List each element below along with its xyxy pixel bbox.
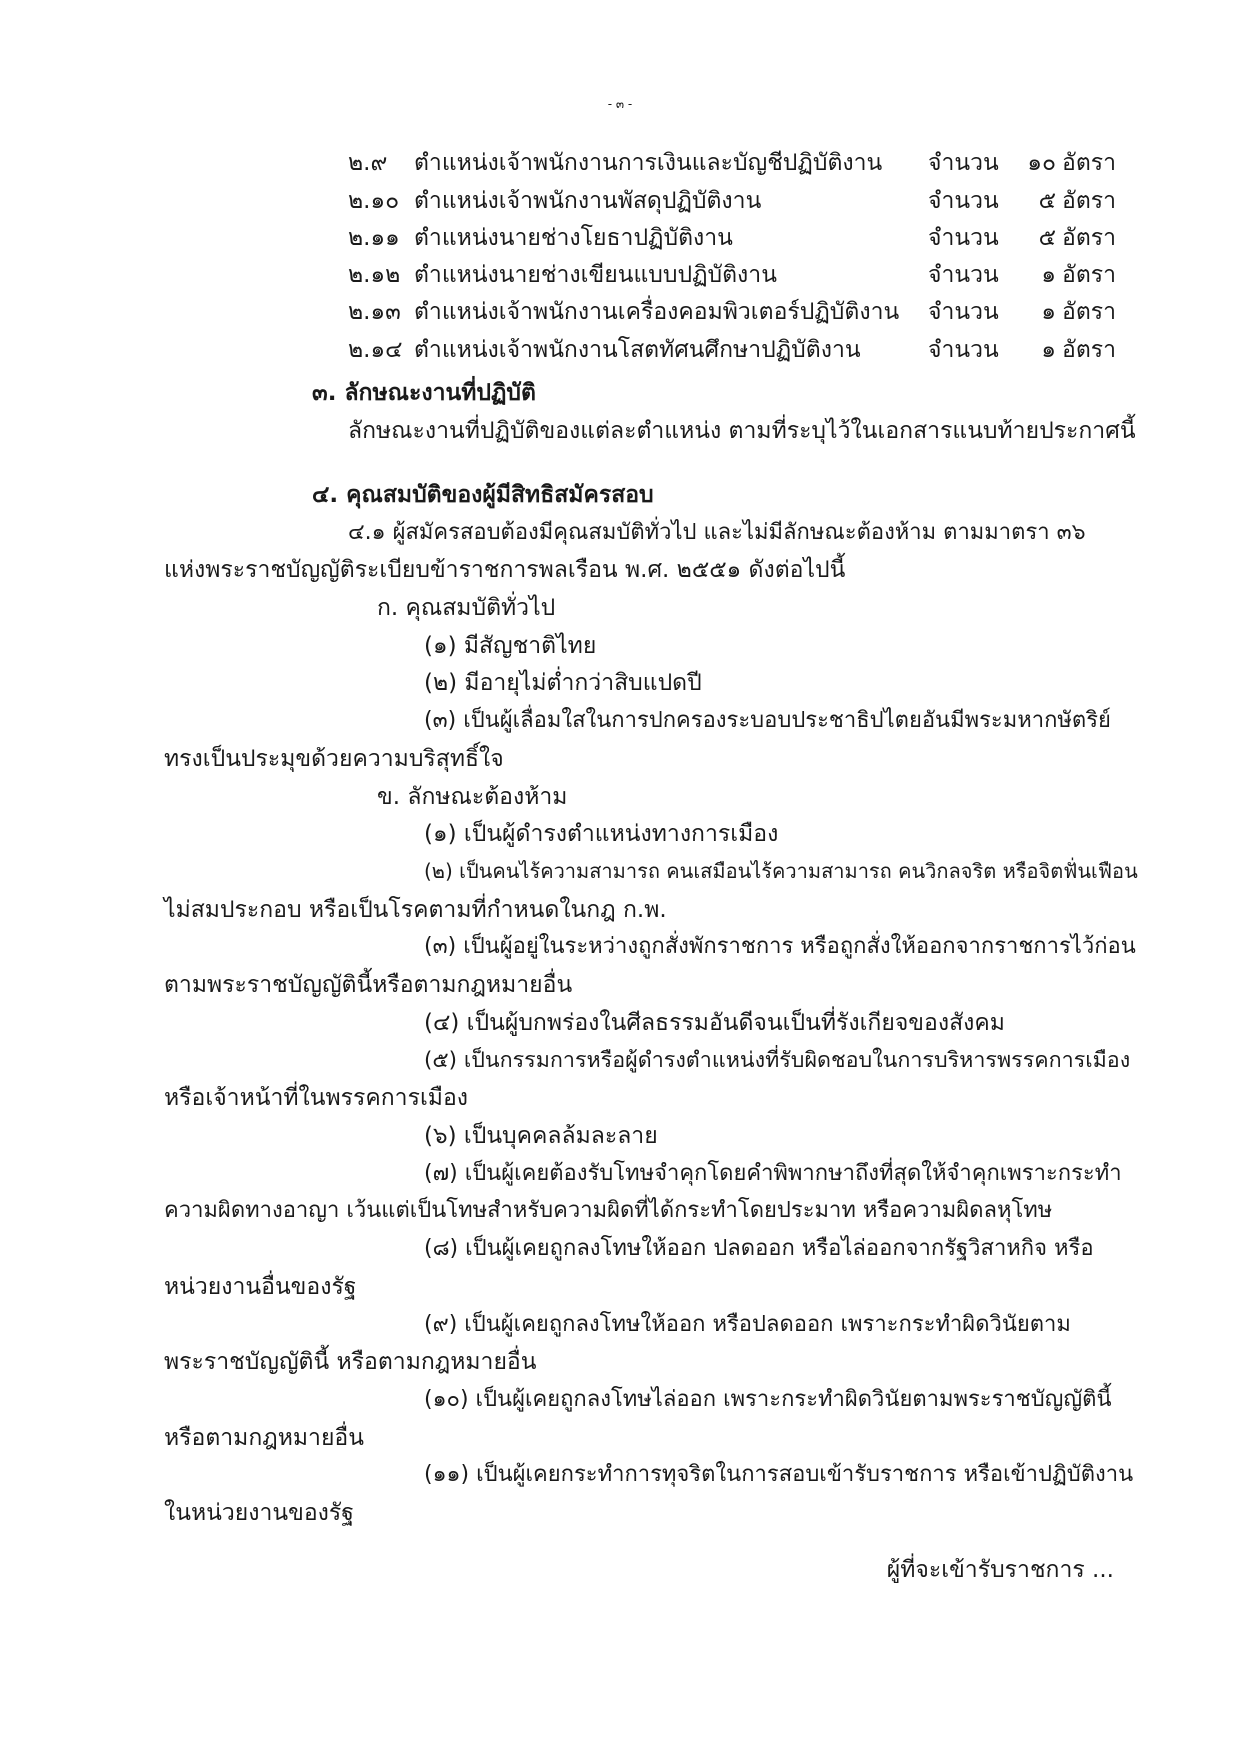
prohibited-item-3-line-2: ตามพระราชบัญญัตินี้หรือตามกฎหมายอื่น (164, 972, 573, 998)
position-row (0, 220, 1240, 251)
paragraph-4-1-line-1: ๔.๑ ผู้สมัครสอบต้องมีคุณสมบัติทั่วไป และไม่มีลักษณะต้องห้าม ตามมาตรา ๓๖ (348, 520, 1086, 545)
position-number: ๒.๙ (348, 150, 388, 176)
position-row (0, 332, 1240, 363)
general-item-3-line-1: (๓) เป็นผู้เลื่อมใสในการปกครองระบอบประชาธิปไตยอันมีพระมหากษัตริย์ (424, 708, 1111, 733)
position-number: ๒.๑๔ (348, 337, 403, 363)
quantity-unit: อัตรา (1062, 225, 1117, 251)
quantity-label: จำนวน (928, 150, 999, 176)
position-number: ๒.๑๑ (348, 225, 400, 251)
general-qualifications-heading: ก. คุณสมบัติทั่วไป (377, 595, 556, 621)
prohibited-item-3-line-1: (๓) เป็นผู้อยู่ในระหว่างถูกสั่งพักราชการ หรือถูกสั่งให้ออกจากราชการไว้ก่อน (424, 934, 1136, 959)
position-title: ตำแหน่งนายช่างโยธาปฏิบัติงาน (414, 225, 733, 251)
prohibited-item-7-line-2: ความผิดทางอาญา เว้นแต่เป็นโทษสำหรับความผิดที่ได้กระทำโดยประมาท หรือความผิดลหุโทษ (164, 1198, 1053, 1223)
prohibited-item-11-line-1: (๑๑) เป็นผู้เคยกระทำการทุจริตในการสอบเข้ารับราชการ หรือเข้าปฏิบัติงาน (424, 1462, 1134, 1487)
position-number: ๒.๑๒ (348, 262, 401, 288)
prohibited-item-10-line-1: (๑๐) เป็นผู้เคยถูกลงโทษไล่ออก เพราะกระทำผิดวินัยตามพระราชบัญญัตินี้ (424, 1387, 1112, 1412)
prohibited-item-9-line-1: (๙) เป็นผู้เคยถูกลงโทษให้ออก หรือปลดออก เพราะกระทำผิดวินัยตาม (424, 1312, 1071, 1337)
section-4-heading: ๔. คุณสมบัติของผู้มีสิทธิสมัครสอบ (312, 482, 654, 508)
prohibited-item-10-line-2: หรือตามกฎหมายอื่น (164, 1425, 364, 1451)
prohibited-item-5-line-1: (๕) เป็นกรรมการหรือผู้ดำรงตำแหน่งที่รับผิดชอบในการบริหารพรรคการเมือง (424, 1048, 1131, 1073)
prohibited-item-8-line-1: (๘) เป็นผู้เคยถูกลงโทษให้ออก ปลดออก หรือไล่ออกจากรัฐวิสาหกิจ หรือ (424, 1236, 1094, 1261)
quantity-value: ๕ (1038, 188, 1056, 214)
quantity-unit: อัตรา (1062, 337, 1117, 363)
quantity-label: จำนวน (928, 188, 999, 214)
paragraph-4-1-line-2: แห่งพระราชบัญญัติระเบียบข้าราชการพลเรือน พ.ศ. ๒๕๕๑ ดังต่อไปนี้ (164, 557, 846, 583)
position-title: ตำแหน่งเจ้าพนักงานโสตทัศนศึกษาปฏิบัติงาน (414, 337, 861, 363)
prohibited-item-11-line-2: ในหน่วยงานของรัฐ (164, 1500, 354, 1526)
quantity-unit: อัตรา (1062, 188, 1117, 214)
general-item-3-line-2: ทรงเป็นประมุขด้วยความบริสุทธิ์ใจ (164, 746, 504, 772)
page-number: - ๓ - (607, 97, 633, 111)
prohibited-item-9-line-2: พระราชบัญญัตินี้ หรือตามกฎหมายอื่น (164, 1349, 537, 1375)
quantity-value: ๑๐ (1027, 150, 1056, 176)
quantity-value: ๕ (1038, 225, 1056, 251)
prohibited-item-1: (๑) เป็นผู้ดำรงตำแหน่งทางการเมือง (424, 821, 779, 847)
prohibited-item-2-line-1: (๒) เป็นคนไร้ความสามารถ คนเสมือนไร้ความสามารถ คนวิกลจริต หรือจิตฟั่นเฟือน (424, 859, 1138, 883)
prohibited-item-6: (๖) เป็นบุคคลล้มละลาย (424, 1123, 658, 1149)
quantity-value: ๑ (1041, 337, 1056, 363)
prohibited-item-5-line-2: หรือเจ้าหน้าที่ในพรรคการเมือง (164, 1085, 469, 1111)
quantity-unit: อัตรา (1062, 150, 1117, 176)
prohibited-item-4: (๔) เป็นผู้บกพร่องในศีลธรรมอันดีจนเป็นที่รังเกียจของสังคม (424, 1010, 1005, 1036)
position-number: ๒.๑๓ (348, 299, 401, 325)
prohibited-item-7-line-1: (๗) เป็นผู้เคยต้องรับโทษจำคุกโดยคำพิพากษาถึงที่สุดให้จำคุกเพราะกระทำ (424, 1161, 1122, 1186)
quantity-unit: อัตรา (1062, 262, 1117, 288)
prohibited-item-2-line-2: ไม่สมประกอบ หรือเป็นโรคตามที่กำหนดในกฎ ก.พ. (164, 897, 667, 923)
prohibited-heading: ข. ลักษณะต้องห้าม (377, 784, 568, 810)
position-title: ตำแหน่งเจ้าพนักงานเครื่องคอมพิวเตอร์ปฏิบัติงาน (414, 299, 900, 325)
continuation-note: ผู้ที่จะเข้ารับราชการ ... (886, 1557, 1114, 1583)
position-number: ๒.๑๐ (348, 188, 400, 214)
quantity-value: ๑ (1041, 299, 1056, 325)
quantity-value: ๑ (1041, 262, 1056, 288)
position-title: ตำแหน่งเจ้าพนักงานการเงินและบัญชีปฏิบัติงาน (414, 150, 883, 176)
quantity-unit: อัตรา (1062, 299, 1117, 325)
quantity-label: จำนวน (928, 225, 999, 251)
quantity-label: จำนวน (928, 299, 999, 325)
position-title: ตำแหน่งเจ้าพนักงานพัสดุปฏิบัติงาน (414, 188, 762, 214)
position-title: ตำแหน่งนายช่างเขียนแบบปฏิบัติงาน (414, 262, 777, 288)
quantity-label: จำนวน (928, 337, 999, 363)
prohibited-item-8-line-2: หน่วยงานอื่นของรัฐ (164, 1274, 357, 1300)
quantity-label: จำนวน (928, 262, 999, 288)
position-row (0, 183, 1240, 214)
section-3-body: ลักษณะงานที่ปฏิบัติของแต่ละตำแหน่ง ตามที่ระบุไว้ในเอกสารแนบท้ายประกาศนี้ (348, 418, 1136, 444)
position-row (0, 257, 1240, 288)
section-3-heading: ๓. ลักษณะงานที่ปฏิบัติ (312, 380, 536, 406)
general-item-2: (๒) มีอายุไม่ต่ำกว่าสิบแปดปี (424, 670, 702, 696)
position-row (0, 145, 1240, 176)
general-item-1: (๑) มีสัญชาติไทย (424, 633, 597, 659)
position-row (0, 294, 1240, 325)
